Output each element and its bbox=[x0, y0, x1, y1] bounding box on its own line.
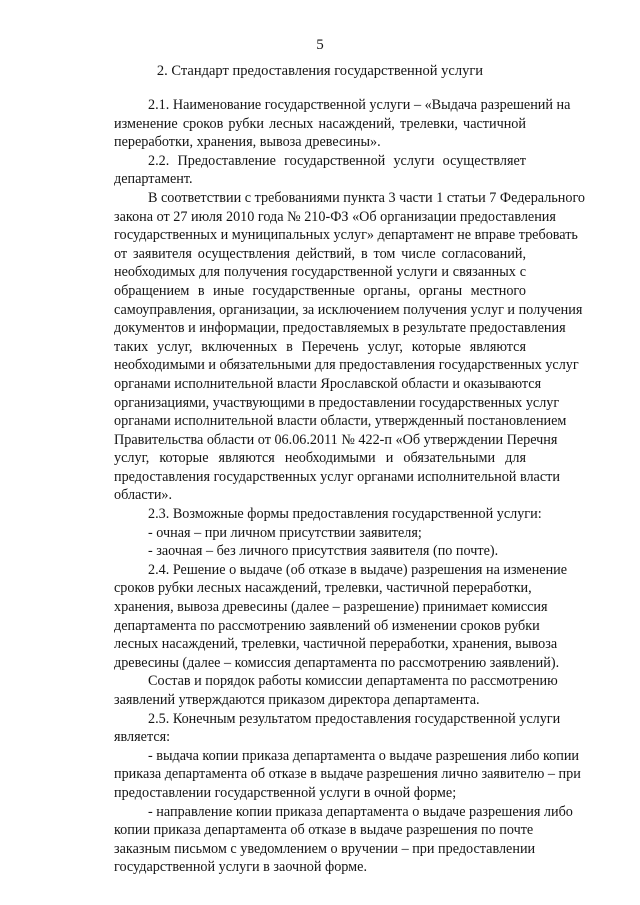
text-line: переработки, хранения, вывоза древесины». bbox=[114, 134, 381, 151]
text-line: самоуправления, организации, за исключением получения услуг и получения bbox=[114, 301, 583, 318]
text-line: 2.1. Наименование государственной услуги – «Выдача разрешений на bbox=[148, 97, 571, 113]
text-line: 2.2. Предоставление государственной услуги осуществляет bbox=[148, 152, 526, 169]
text-line: необходимыми и обязательными для предоставления государственных услуг bbox=[114, 357, 579, 374]
text-line: - заочная – без личного присутствия заявителя (по почте). bbox=[148, 543, 499, 560]
text-line: приказа департамента об отказе в выдаче разрешения лично заявителю – при bbox=[114, 766, 581, 783]
text-line: услуг, которые являются необходимыми и обязательными для bbox=[114, 450, 526, 467]
paragraph bbox=[114, 189, 586, 505]
text-line: является: bbox=[114, 729, 171, 746]
text-line: предоставления государственных услуг органами исполнительной власти bbox=[114, 468, 560, 485]
document-body bbox=[114, 96, 586, 877]
text-line: государственной услуги в заочной форме. bbox=[114, 859, 368, 876]
paragraph bbox=[114, 96, 571, 152]
text-line: таких услуг, включенных в Перечень услуг, которые являются bbox=[114, 338, 526, 355]
text-line: 2.4. Решение о выдаче (об отказе в выдаче) разрешения на изменение bbox=[148, 561, 568, 578]
text-line: древесины (далее – комиссия департамента по рассмотрению заявлений). bbox=[114, 654, 560, 671]
text-line: организациями, участвующими в предоставлении государственных услуг bbox=[114, 394, 560, 411]
text-line: изменение сроков рубки лесных насаждений, трелевки, частичной bbox=[114, 115, 526, 132]
text-line: обращением в иные государственные органы, органы местного bbox=[114, 282, 526, 299]
paragraph bbox=[114, 561, 568, 673]
text-line: от заявителя осуществления действий, в том числе согласований, bbox=[114, 245, 526, 262]
paragraph bbox=[114, 542, 526, 561]
text-line: области». bbox=[114, 487, 173, 504]
text-line: предоставлении государственной услуги в очной форме; bbox=[114, 784, 457, 801]
text-line: В соответствии с требованиями пункта 3 части 1 статьи 7 Федерального bbox=[148, 189, 586, 206]
text-line: - очная – при личном присутствии заявителя; bbox=[148, 524, 422, 541]
text-line: 2.3. Возможные формы предоставления государственной услуги: bbox=[148, 506, 542, 523]
text-line: хранения, вывоза древесины (далее – разрешение) принимает комиссия bbox=[114, 599, 548, 616]
text-line: лесных насаждений, трелевки, частичной переработки, хранения, вывоза bbox=[114, 636, 558, 653]
text-line: заявлений утверждаются приказом директора департамента. bbox=[114, 692, 480, 708]
paragraph bbox=[114, 672, 558, 709]
section-heading: 2. Стандарт предоставления государственной услуги bbox=[156, 63, 484, 79]
text-line: - выдача копии приказа департамента о выдаче разрешения либо копии bbox=[148, 747, 580, 764]
text-line: органами исполнительной власти области, утвержденный постановлением bbox=[114, 413, 567, 430]
text-line: документов и информации, предоставляемых в результате предоставления bbox=[114, 320, 566, 337]
page-number: 5 bbox=[316, 37, 324, 53]
paragraph bbox=[114, 710, 561, 747]
paragraph bbox=[114, 505, 542, 524]
text-line: - направление копии приказа департамента о выдаче разрешения либо bbox=[148, 803, 573, 820]
paragraph bbox=[114, 803, 573, 877]
text-line: государственных и муниципальных услуг» департамент не вправе требовать bbox=[114, 227, 578, 244]
text-line: Состав и порядок работы комиссии департамента по рассмотрению bbox=[148, 673, 558, 690]
text-line: сроков рубки лесных насаждений, трелевки, частичной переработки, bbox=[114, 580, 532, 597]
text-line: копии приказа департамента об отказе в выдаче разрешения по почте bbox=[114, 822, 534, 839]
text-line: 2.5. Конечным результатом предоставления государственной услуги bbox=[148, 710, 561, 727]
paragraph bbox=[114, 747, 581, 803]
paragraph bbox=[114, 524, 526, 543]
text-line: заказным письмом с уведомлением о вручении – при предоставлении bbox=[114, 840, 536, 857]
text-line: департамент. bbox=[114, 171, 193, 188]
text-line: необходимых для получения государственной услуги и связанных с bbox=[114, 264, 526, 281]
text-line: закона от 27 июля 2010 года № 210-ФЗ «Об организации предоставления bbox=[114, 208, 556, 225]
text-line: Правительства области от 06.06.2011 № 422-п «Об утверждении Перечня bbox=[114, 431, 558, 448]
text-line: департамента по рассмотрению заявлений об изменении сроков рубки bbox=[114, 617, 540, 634]
paragraph bbox=[114, 152, 526, 189]
text-line: органами исполнительной власти Ярославской области и оказываются bbox=[114, 375, 542, 392]
